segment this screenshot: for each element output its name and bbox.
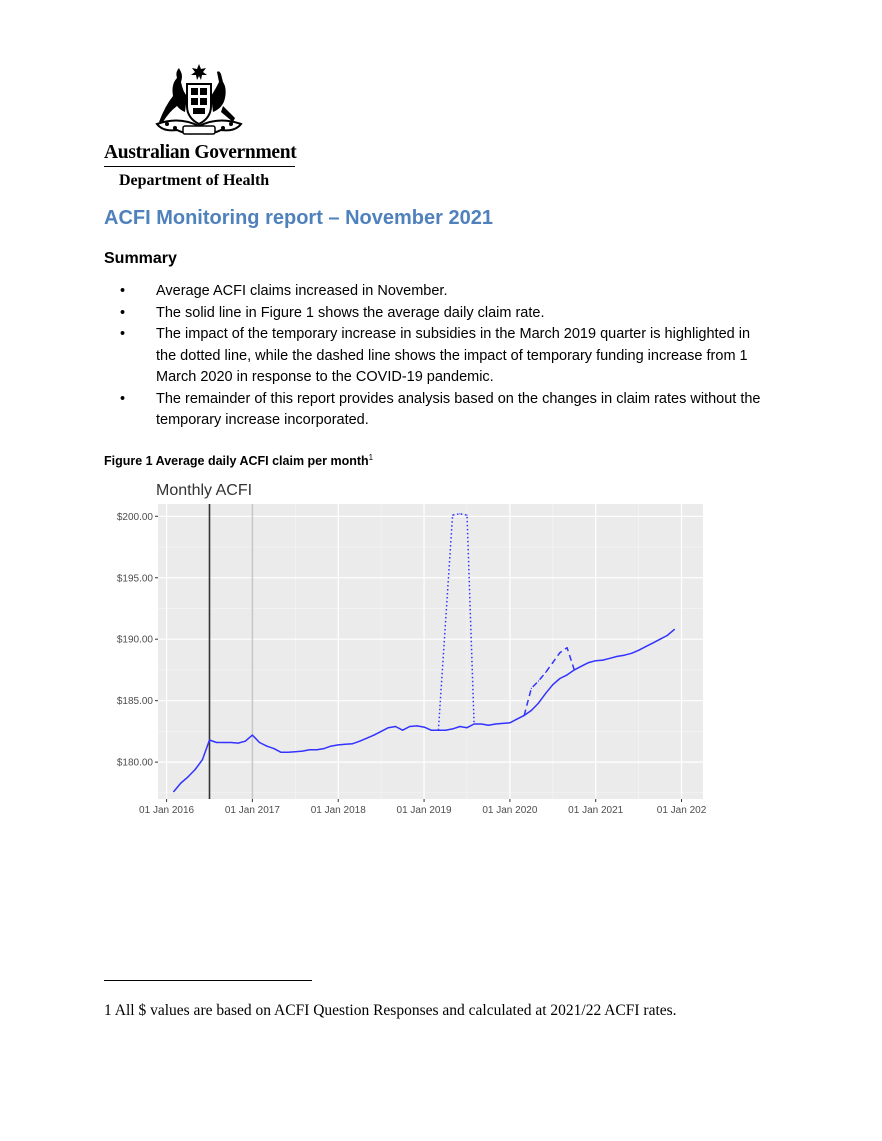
footnote-text: All $ values are based on ACFI Question Responses and calculated at 2021/22 ACFI rates. <box>114 1002 677 1019</box>
bullet-icon: • <box>120 283 126 299</box>
bullet-text: The solid line in Figure 1 shows the average daily claim rate. <box>156 304 545 321</box>
bullet-text: The remainder of this report provides analysis based on the changes in claim rates without the temporary increase incorporated. <box>156 390 761 428</box>
data-point-solid <box>309 749 310 750</box>
data-point-dashed <box>574 669 575 670</box>
data-point-dotted <box>466 514 467 515</box>
data-point-solid <box>180 782 181 783</box>
department-name: Department of Health <box>119 172 270 189</box>
data-point-solid <box>302 750 303 751</box>
data-point-solid <box>409 726 410 727</box>
figure-caption <box>104 453 373 468</box>
data-point-solid <box>567 674 568 675</box>
plot-panel <box>158 504 703 799</box>
data-point-solid <box>609 658 610 659</box>
data-point-solid <box>338 744 339 745</box>
data-point-dashed <box>559 652 560 653</box>
data-point-solid <box>488 725 489 726</box>
data-point-dotted <box>452 514 453 515</box>
x-tick-label: 01 Jan 2021 <box>568 805 624 816</box>
data-point-solid <box>495 723 496 724</box>
y-tick-label: $200.00 <box>116 511 153 523</box>
data-point-solid <box>237 742 238 743</box>
data-point-solid <box>431 730 432 731</box>
data-point-solid <box>638 650 639 651</box>
data-point-solid <box>674 629 675 630</box>
data-point-solid <box>352 743 353 744</box>
data-point-solid <box>509 722 510 723</box>
chart-title: Monthly ACFI <box>156 482 253 499</box>
data-point-solid <box>459 726 460 727</box>
data-point-solid <box>624 655 625 656</box>
data-point-solid <box>631 653 632 654</box>
data-point-solid <box>667 635 668 636</box>
data-point-dotted <box>474 723 475 724</box>
data-point-solid <box>659 639 660 640</box>
bullet-text: The impact of the temporary increase in subsidies in the March 2019 quarter is highlighted in the dotted line, while the dashed line shows the impact of temporary funding increase from 1 March 2020 in response to the COVID-19 pandemic. <box>156 326 751 385</box>
data-point-solid <box>595 660 596 661</box>
data-point-solid <box>259 742 260 743</box>
data-point-solid <box>202 759 203 760</box>
data-point-solid <box>366 738 367 739</box>
y-tick-label: $185.00 <box>116 696 153 708</box>
footnote <box>104 1002 677 1020</box>
data-point-solid <box>173 791 174 792</box>
data-point-solid <box>187 776 188 777</box>
data-point-solid <box>230 742 231 743</box>
data-point-solid <box>323 748 324 749</box>
data-point-solid <box>245 741 246 742</box>
summary-list <box>104 281 764 432</box>
report-title: ACFI Monitoring report – November 2021 <box>104 207 493 229</box>
bullet-text: Average ACFI claims increased in November. <box>156 283 448 299</box>
data-point-solid <box>209 739 210 740</box>
data-point-solid <box>481 723 482 724</box>
data-point-solid <box>545 693 546 694</box>
summary-heading: Summary <box>104 250 177 267</box>
data-point-solid <box>502 723 503 724</box>
data-point-dotted <box>438 730 439 731</box>
footnote-reference[interactable]: 1 <box>368 453 374 462</box>
data-point-solid <box>552 684 553 685</box>
y-tick-label: $195.00 <box>116 573 153 585</box>
coat-of-arms-icon <box>149 62 249 138</box>
government-logo <box>104 62 296 192</box>
data-point-solid <box>531 710 532 711</box>
data-point-solid <box>373 734 374 735</box>
data-point-solid <box>359 741 360 742</box>
summary-bullet <box>104 303 764 325</box>
data-point-solid <box>273 748 274 749</box>
data-point-solid <box>252 734 253 735</box>
summary-bullet <box>104 324 764 389</box>
data-point-solid <box>581 666 582 667</box>
data-point-dashed <box>524 715 525 716</box>
data-point-dashed <box>538 680 539 681</box>
monthly-acfi-chart <box>104 476 724 821</box>
data-point-solid <box>266 746 267 747</box>
data-point-solid <box>316 749 317 750</box>
data-point-solid <box>381 731 382 732</box>
x-tick-label: 01 Jan 2016 <box>139 805 195 816</box>
bullet-icon: • <box>120 326 126 342</box>
data-point-solid <box>602 660 603 661</box>
data-point-dotted <box>459 513 460 514</box>
data-point-solid <box>445 730 446 731</box>
logo-divider <box>104 166 295 167</box>
data-point-solid <box>331 746 332 747</box>
data-point-solid <box>388 727 389 728</box>
data-point-dashed <box>552 662 553 663</box>
data-point-dashed <box>531 688 532 689</box>
data-point-solid <box>652 642 653 643</box>
data-point-solid <box>416 725 417 726</box>
data-point-solid <box>588 662 589 663</box>
data-point-solid <box>223 742 224 743</box>
data-point-solid <box>402 730 403 731</box>
data-point-solid <box>516 719 517 720</box>
data-point-dashed <box>545 672 546 673</box>
data-point-solid <box>645 646 646 647</box>
data-point-solid <box>195 769 196 770</box>
data-point-solid <box>288 752 289 753</box>
data-point-solid <box>395 726 396 727</box>
x-tick-label: 01 Jan 2018 <box>310 805 366 816</box>
data-point-dashed <box>567 647 568 648</box>
footnote-mark: 1 <box>104 1002 112 1019</box>
data-point-solid <box>466 727 467 728</box>
data-point-solid <box>295 751 296 752</box>
data-point-solid <box>423 726 424 727</box>
summary-bullet <box>104 281 764 303</box>
data-point-solid <box>617 656 618 657</box>
summary-bullet <box>104 389 764 432</box>
government-name: Australian Government <box>104 142 297 163</box>
bullet-icon: • <box>120 304 126 321</box>
bullet-icon: • <box>120 390 126 407</box>
data-point-solid <box>345 744 346 745</box>
y-tick-label: $180.00 <box>116 757 153 769</box>
x-tick-label: 01 Jan 2017 <box>224 805 280 816</box>
data-point-solid <box>538 703 539 704</box>
y-tick-label: $190.00 <box>116 634 153 646</box>
x-tick-label: 01 Jan 202 <box>656 805 707 816</box>
data-point-solid <box>280 752 281 753</box>
x-tick-label: 01 Jan 2020 <box>482 805 538 816</box>
data-point-solid <box>559 678 560 679</box>
figure-caption-text: Figure 1 Average daily ACFI claim per month <box>104 454 369 469</box>
data-point-solid <box>216 742 217 743</box>
data-point-solid <box>452 728 453 729</box>
footnote-divider <box>104 980 312 981</box>
x-tick-label: 01 Jan 2019 <box>396 805 452 816</box>
